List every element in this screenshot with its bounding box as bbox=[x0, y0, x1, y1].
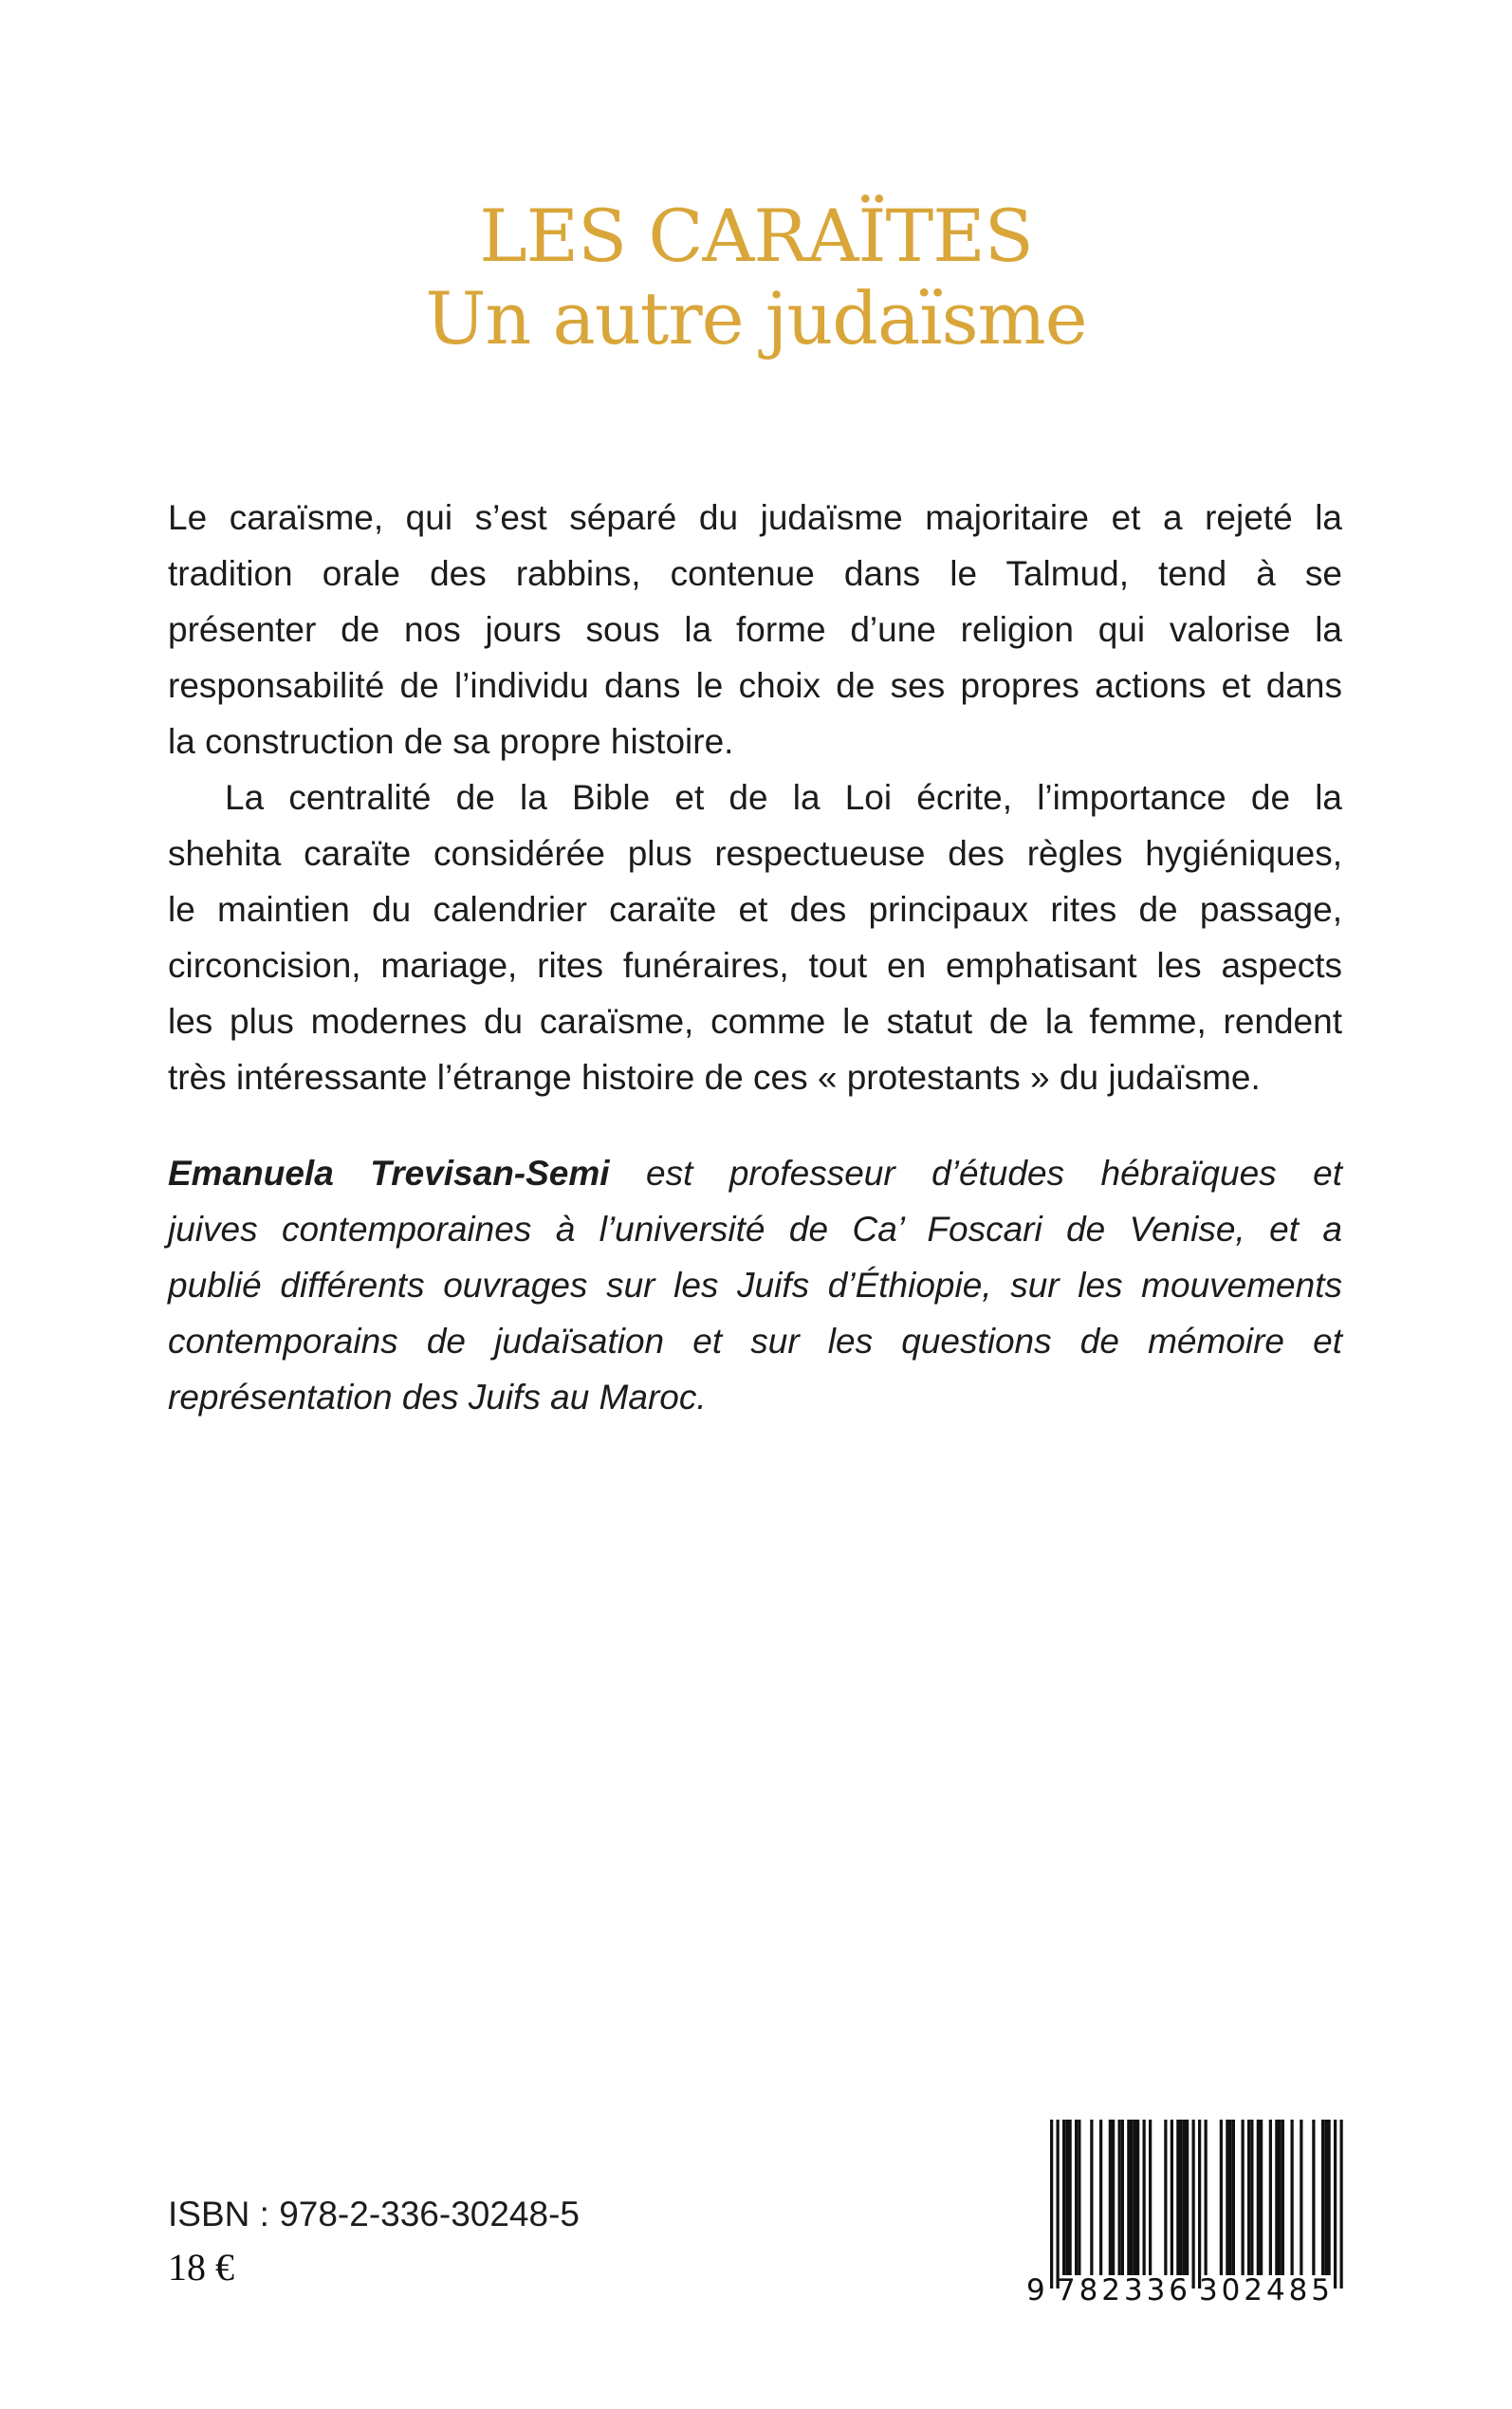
paragraph-2 bbox=[168, 769, 1342, 1105]
text-line: tradition orale des rabbins, contenue dans le Talmud, tend à se bbox=[168, 554, 1342, 593]
author-name: Emanuela Trevisan-Semi bbox=[168, 1154, 610, 1193]
text-line: juives contemporaines à l’université de Ca’ Foscari de Venise, et a bbox=[168, 1210, 1342, 1249]
barcode-right-digits: 302485 bbox=[1199, 2273, 1330, 2306]
isbn-number: ISBN : 978-2-336-30248-5 bbox=[168, 2195, 580, 2233]
text-line: Le caraïsme, qui s’est séparé du judaïsme majoritaire et a rejeté la bbox=[168, 498, 1342, 537]
barcode-bars bbox=[1050, 2120, 1343, 2289]
barcode-digits bbox=[1026, 2273, 1330, 2306]
text-line: représentation des Juifs au Maroc. bbox=[168, 1378, 707, 1417]
text-line: la construction de sa propre histoire. bbox=[168, 722, 734, 761]
title-subtitle: Un autre judaïsme bbox=[425, 276, 1087, 361]
book-title bbox=[0, 195, 1512, 360]
paragraph-1 bbox=[168, 490, 1342, 769]
barcode-first-digit: 9 bbox=[1026, 2273, 1045, 2306]
ean13-barcode bbox=[1021, 2116, 1348, 2306]
text-line: shehita caraïte considérée plus respectueuse des règles hygiéniques, bbox=[168, 834, 1342, 873]
text-line: les plus modernes du caraïsme, comme le statut de la femme, rendent bbox=[168, 1002, 1342, 1041]
text-line: circoncision, mariage, rites funéraires, tout en emphatisant les aspects bbox=[168, 946, 1342, 985]
text-line: responsabilité de l’individu dans le choix de ses propres actions et dans bbox=[168, 666, 1342, 705]
author-bio bbox=[168, 1145, 1342, 1425]
barcode-left-digits: 782336 bbox=[1057, 2273, 1188, 2306]
text-line: présenter de nos jours sous la forme d’une religion qui valorise la bbox=[168, 610, 1342, 649]
title-main: LES CARAÏTES bbox=[479, 194, 1033, 278]
text-line: très intéressante l’étrange histoire de ces « protestants » du judaïsme. bbox=[168, 1058, 1261, 1097]
text-line: publié différents ouvrages sur les Juifs d’Éthiopie, sur les mouvements bbox=[168, 1266, 1342, 1305]
text-line: le maintien du calendrier caraïte et des principaux rites de passage, bbox=[168, 890, 1342, 929]
summary-text bbox=[168, 490, 1342, 1105]
price-label: 18 € bbox=[168, 2246, 234, 2289]
text-line: contemporains de judaïsation et sur les questions de mémoire et bbox=[168, 1322, 1342, 1361]
text-line: La centralité de la Bible et de la Loi écrite, l’importance de la bbox=[225, 778, 1342, 817]
text-line: Emanuela Trevisan-Semi est professeur d’études hébraïques et bbox=[168, 1154, 1342, 1193]
